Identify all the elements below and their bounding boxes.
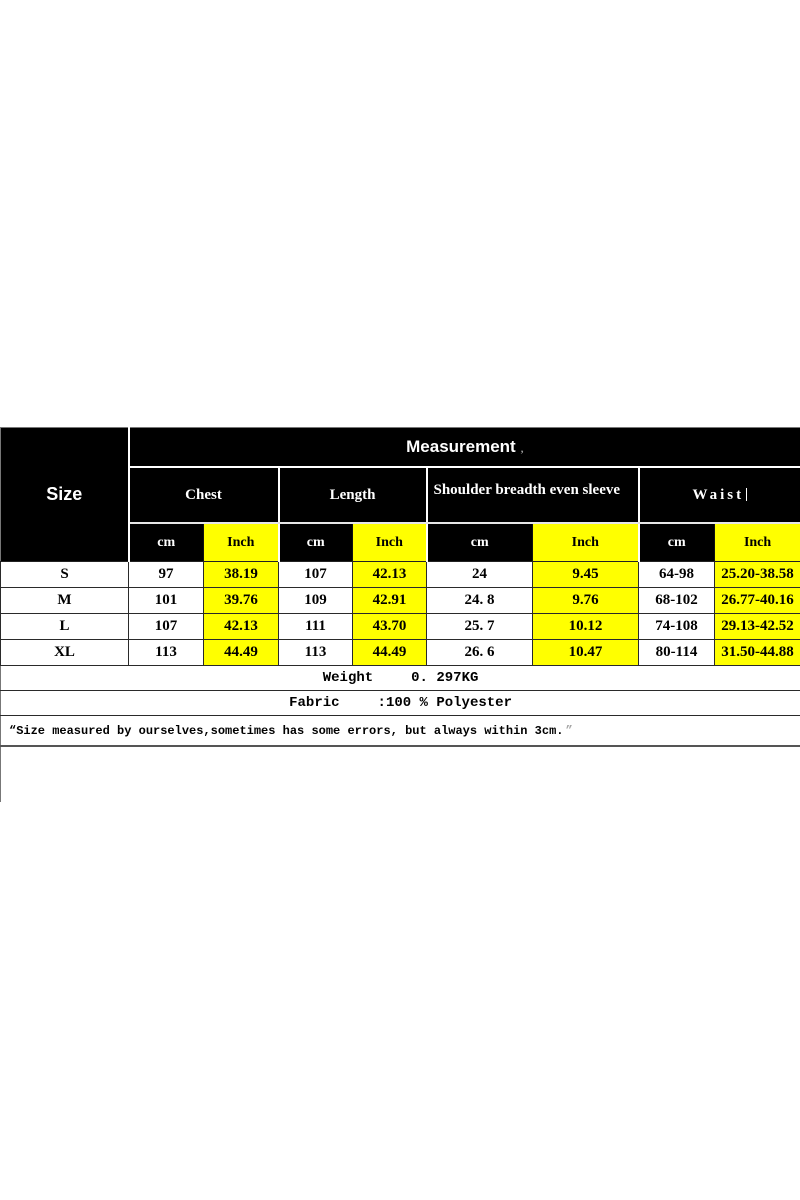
weight-value: 0. 297KG [411, 670, 479, 686]
table-title [129, 428, 800, 468]
cell-waist-inch: 25.20-38.58 [715, 562, 800, 588]
table-row-m [1, 588, 800, 614]
cell-size: M [1, 588, 129, 614]
weight-label: Weight [322, 670, 374, 686]
size-chart [0, 427, 800, 802]
cell-size: S [1, 562, 129, 588]
unit-header-shoulder-cm: cm [427, 523, 533, 562]
cell-length-cm: 107 [279, 562, 353, 588]
cell-shoulder-inch: 10.12 [533, 614, 639, 640]
unit-header-waist-cm: cm [639, 523, 715, 562]
unit-header-length-inch: Inch [353, 523, 427, 562]
cell-shoulder-cm: 24. 8 [427, 588, 533, 614]
col-header-shoulder: Shoulder breadth even sleeve [427, 467, 639, 523]
cell-shoulder-cm: 25. 7 [427, 614, 533, 640]
cell-size: L [1, 614, 129, 640]
title-row [1, 428, 800, 468]
table-title-text: Measurement [406, 437, 516, 456]
cell-length-cm: 113 [279, 640, 353, 666]
cell-waist-cm: 80-114 [639, 640, 715, 666]
cell-length-inch: 42.91 [353, 588, 427, 614]
cell-length-inch: 44.49 [353, 640, 427, 666]
cell-chest-inch: 42.13 [204, 614, 279, 640]
empty-bottom-cell [1, 746, 800, 802]
cell-shoulder-inch: 10.47 [533, 640, 639, 666]
size-column-header: Size [1, 428, 129, 562]
empty-bottom-row [1, 746, 800, 802]
table-row-s [1, 562, 800, 588]
note-row [1, 716, 800, 747]
cell-chest-inch: 38.19 [204, 562, 279, 588]
col-header-waist-text: Waist [692, 486, 745, 503]
col-header-waist [639, 467, 800, 523]
cell-length-inch: 42.13 [353, 562, 427, 588]
fabric-cell [1, 691, 800, 716]
fabric-row [1, 691, 800, 716]
unit-header-waist-inch: Inch [715, 523, 800, 562]
cell-waist-inch: 29.13-42.52 [715, 614, 800, 640]
cell-shoulder-cm: 26. 6 [427, 640, 533, 666]
note-cell [1, 716, 800, 747]
cell-chest-cm: 97 [129, 562, 204, 588]
cell-waist-cm: 68-102 [639, 588, 715, 614]
cell-length-cm: 111 [279, 614, 353, 640]
weight-cell [1, 666, 800, 691]
cell-waist-inch: 26.77-40.16 [715, 588, 800, 614]
unit-header-chest-inch: Inch [204, 523, 279, 562]
cell-chest-inch: 39.76 [204, 588, 279, 614]
cell-waist-cm: 64-98 [639, 562, 715, 588]
note-text: “Size measured by ourselves,sometimes has some errors, but always within 3cm. [9, 723, 564, 738]
cell-chest-cm: 101 [129, 588, 204, 614]
cell-shoulder-inch: 9.76 [533, 588, 639, 614]
table-row-xl [1, 640, 800, 666]
col-header-length: Length [279, 467, 427, 523]
fabric-label: Fabric [289, 695, 340, 711]
unit-header-chest-cm: cm [129, 523, 204, 562]
cell-waist-inch: 31.50-44.88 [715, 640, 800, 666]
cell-chest-cm: 113 [129, 640, 204, 666]
weight-row [1, 666, 800, 691]
fabric-value: :100 % Polyester [377, 695, 512, 711]
stray-comma-mark: , [520, 443, 524, 455]
cell-size: XL [1, 640, 129, 666]
cell-shoulder-cm: 24 [427, 562, 533, 588]
note-end-quote-mark: ” [565, 723, 573, 738]
cell-shoulder-inch: 9.45 [533, 562, 639, 588]
unit-header-shoulder-inch: Inch [533, 523, 639, 562]
cell-waist-cm: 74-108 [639, 614, 715, 640]
measurement-table [0, 427, 800, 802]
waist-text-cursor [746, 488, 747, 501]
col-header-chest: Chest [129, 467, 279, 523]
cell-chest-cm: 107 [129, 614, 204, 640]
cell-length-inch: 43.70 [353, 614, 427, 640]
table-row-l [1, 614, 800, 640]
cell-length-cm: 109 [279, 588, 353, 614]
unit-header-length-cm: cm [279, 523, 353, 562]
cell-chest-inch: 44.49 [204, 640, 279, 666]
